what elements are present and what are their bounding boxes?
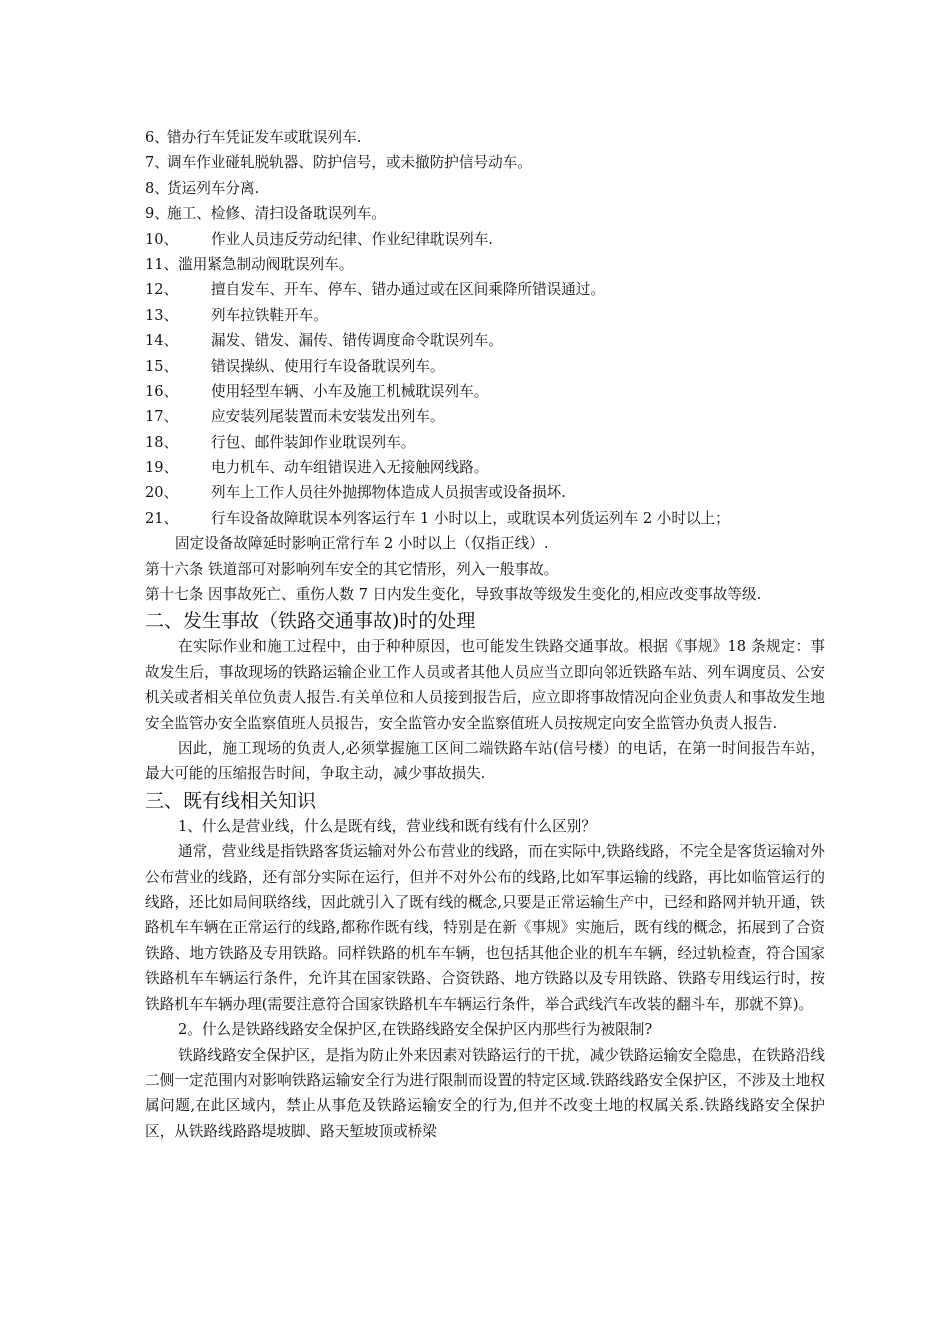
article-17: 第十七条 因事故死亡、重伤人数 7 日内发生变化，导致事故等级发生变化的,相应改变事故等级. [145,586,762,604]
list-item: 12、 擅自发车、开车、停车、错办通过或在区间乘降所错误通过。 [145,281,606,299]
section-heading-3: 三、既有线相关知识 [145,789,317,812]
list-item: 10、 作业人员违反劳动纪律、作业纪律耽误列车. [145,230,493,248]
answer-2: 铁路线路安全保护区，是指为防止外来因素对铁路运行的干扰，减少铁路运输安全隐患，在铁路沿线二侧一定范围内对影响铁路运输安全行为进行限制而设置的特定区域.铁路线路安全保护区，不涉及土地权属问题,在此区域内，禁止从事危及铁路运输安全的行为,但并不改变土地的权属关系.铁路线路安全保护区，从铁路线路路堤坡脚、路天堑坡顶或桥梁 [145,1046,825,1140]
list-item: 21、 行车设备故障耽误本列客运行车 1 小时以上，或耽误本列货运列车 2 小时以上； [145,509,730,527]
question-2: 2。什么是铁路线路安全保护区,在铁路线路安全保护区内那些行为被限制? [178,1021,653,1039]
list-item: 19、 电力机车、动车组错误进入无接触网线路。 [145,459,489,477]
list-item: 15、 错误操纵、使用行车设备耽误列车。 [145,357,445,375]
list-item: 17、 应安装列尾装置而未安装发出列车。 [145,408,445,426]
section-2-paragraph-2: 因此，施工现场的负责人,必须掌握施工区间二端铁路车站(信号楼）的电话，在第一时间报告车站，最大可能的压缩报告时间，争取主动，减少事故损失. [145,740,825,783]
list-item: 9、施工、检修、清扫设备耽误列车。 [145,205,386,223]
list-item: 14、 漏发、错发、漏传、错传调度命令耽误列车。 [145,332,503,350]
question-1: 1、什么是营业线，什么是既有线，营业线和既有线有什么区别？ [178,817,596,835]
answer-1: 通常，营业线是指铁路客货运输对外公布营业的线路，而在实际中,铁路线路，不完全是客货运输对外公布营业的线路，还有部分实际在运行，但并不对外公布的线路,比如军事运输的线路，再比如临管运行的线路，还比如局间联络线，因此就引入了既有线的概念,只要是正常运输生产中，已经和路网并轨开通，铁路机车车辆在正常运行的线路,都称作既有线，特别是在新《事规》实施后，既有线的概念，拓展到了合资铁路、地方铁路及专用铁路。同样铁路的机车车辆，也包括其他企业的机车车辆，经过轨检查，符合国家铁路机车车辆运行条件，允许其在国家铁路、合资铁路、地方铁路以及专用铁路、铁路专用线运行时，按铁路机车车辆办理(需要注意符合国家铁路机车车辆运行条件，举合武线汽车改装的翻斗车，那就不算)。 [145,843,825,1013]
list-item: 11、滥用紧急制动阀耽误列车。 [145,255,354,273]
list-item: 13、 列车拉铁鞋开车。 [145,306,328,324]
section-heading-2: 二、发生事故（铁路交通事故)时的处理 [145,610,476,633]
list-item: 20、 列车上工作人员往外抛掷物体造成人员损害或设备损坏. [145,484,566,502]
list-item: 18、 行包、邮件装卸作业耽误列车。 [145,433,416,451]
list-item: 7、调车作业碰轧脱轨器、防护信号，或未撤防护信号动车。 [145,154,532,172]
article-16: 第十六条 铁道部可对影响列车安全的其它情形，列入一般事故。 [145,560,559,578]
list-item: 16、 使用轻型车辆、小车及施工机械耽误列车。 [145,382,489,400]
list-item: 8、货运列车分离. [145,179,260,197]
list-item-continuation: 固定设备故障延时影响正常行车 2 小时以上（仅指正线）. [175,535,549,553]
section-2-paragraph-1: 在实际作业和施工过程中，由于种种原因，也可能发生铁路交通事故。根据《事规》18 条规定：事故发生后，事故现场的铁路运输企业工作人员或者其他人员应当立即向邻近铁路车站、列车调度员、公安机关或者相关单位负责人报告.有关单位和人员接到报告后，应立即将事故情况向企业负责人和事故发生地安全监管办安全监察值班人员报告，安全监管办安全监察值班人员按规定向安全监管办负责人报告. [145,638,825,732]
list-item: 6、错办行车凭证发车或耽误列车. [145,129,362,146]
document-body [145,125,825,1144]
